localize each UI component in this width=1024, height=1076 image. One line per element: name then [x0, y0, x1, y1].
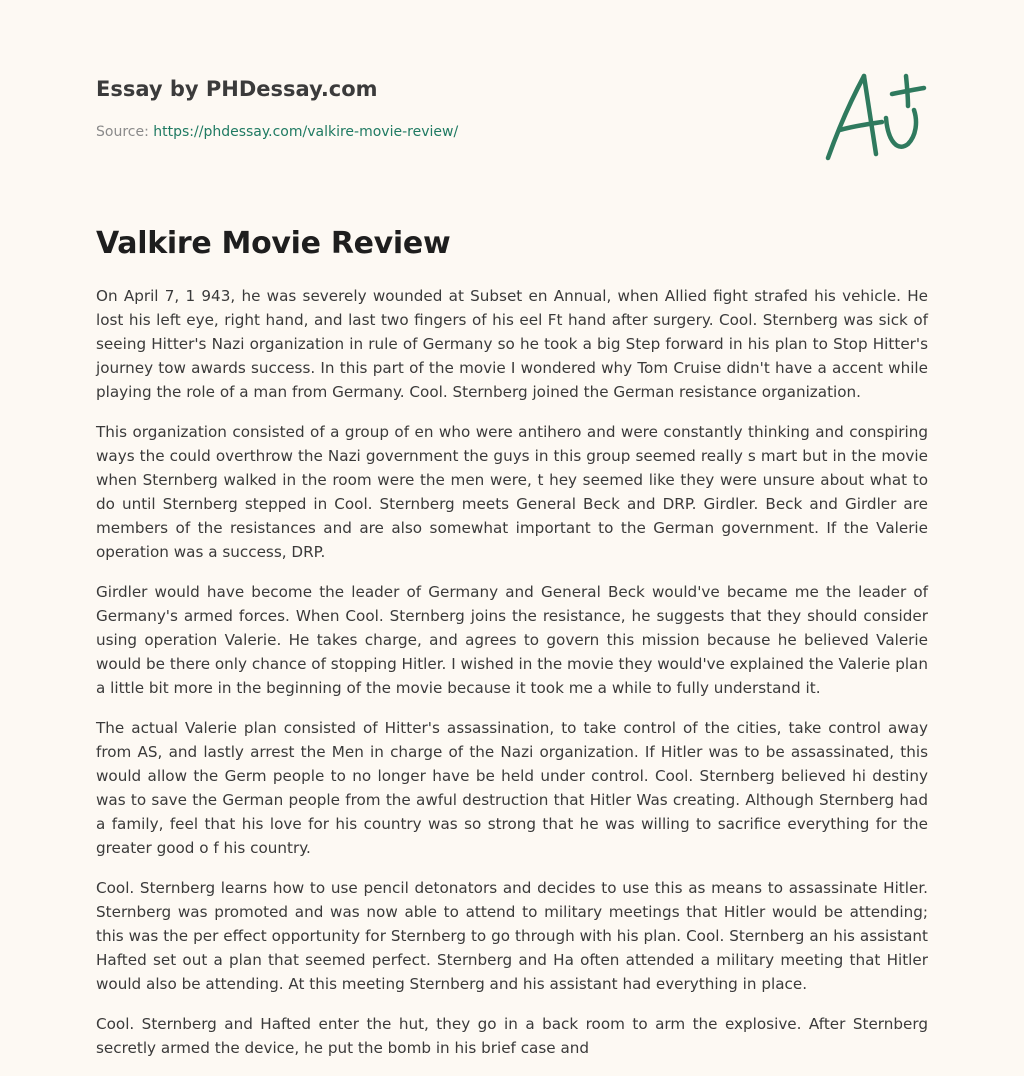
source-line: [96, 124, 458, 140]
source-link[interactable]: https://phdessay.com/valkire-movie-review/: [153, 124, 459, 140]
brand-title: Essay by PHDessay.com: [96, 77, 378, 101]
essay-paragraph: On April 7, 1 943, he was severely wounded at Subset en Annual, when Allied fight strafed his vehicle. He lost his left eye, right hand, and last two fingers of his eel Ft hand after surgery. Cool. Sternberg was sick of seeing Hitter's Nazi organization in rule of Germany so he took a big Step forward in his plan to Stop Hitter's journey tow awards success. In this part of the movie I wondered why Tom Cruise didn't have a accent while playing the role of a man from Germany. Cool. Sternberg joined the German resistance organization.: [96, 287, 928, 401]
essay-paragraph: This organization consisted of a group of en who were antihero and were constantly thinking and conspiring ways the could overthrow the Nazi government the guys in this group seemed really s mart but in the movie when Sternberg walked in the room were the men were, t hey seemed like they were unsure about what to do until Sternberg stepped in Cool. Sternberg meets General Beck and DRP. Girdler. Beck and Girdler are members of the resistances and are also somewhat important to the German government. If the Valerie operation was a success, DRP.: [96, 423, 928, 561]
source-label: Source:: [96, 124, 154, 140]
essay-title: Valkire Movie Review: [96, 226, 451, 261]
essay-paragraph: Cool. Sternberg and Hafted enter the hut, they go in a back room to arm the explosive. After Sternberg secretly armed the device, he put the bomb in his brief case and: [96, 1015, 928, 1057]
essay-paragraph: Cool. Sternberg learns how to use pencil detonators and decides to use this as means to assassinate Hitler. Sternberg was promoted and was now able to attend to military meetings that Hitler would be attending; this was the per effect opportunity for Sternberg to go through with his plan. Cool. Sternberg an his assistant Hafted set out a plan that seemed perfect. Sternberg and Ha often attended a military meeting that Hitler would also be attending. At this meeting Sternberg and his assistant had everything in place.: [96, 879, 928, 993]
essay-body: [96, 284, 928, 1076]
essay-paragraph: The actual Valerie plan consisted of Hitter's assassination, to take control of the cities, take control away from AS, and lastly arrest the Men in charge of the Nazi organization. If Hitler was to be assassinated, this would allow the Germ people to no longer have be held under control. Cool. Sternberg believed hi destiny was to save the German people from the awful destruction that Hitler Was creating. Although Sternberg had a family, feel that his love for his country was so strong that he was willing to sacrifice everything for the greater good o f his country.: [96, 719, 928, 857]
a-plus-grade-icon: [824, 66, 928, 166]
essay-paragraph: Girdler would have become the leader of Germany and General Beck would've became me the leader of Germany's armed forces. When Cool. Sternberg joins the resistance, he suggests that they should consider using operation Valerie. He takes charge, and agrees to govern this mission because he believed Valerie would be there only chance of stopping Hitler. I wished in the movie they would've explained the Valerie plan a little bit more in the beginning of the movie because it took me a while to fully understand it.: [96, 583, 928, 697]
